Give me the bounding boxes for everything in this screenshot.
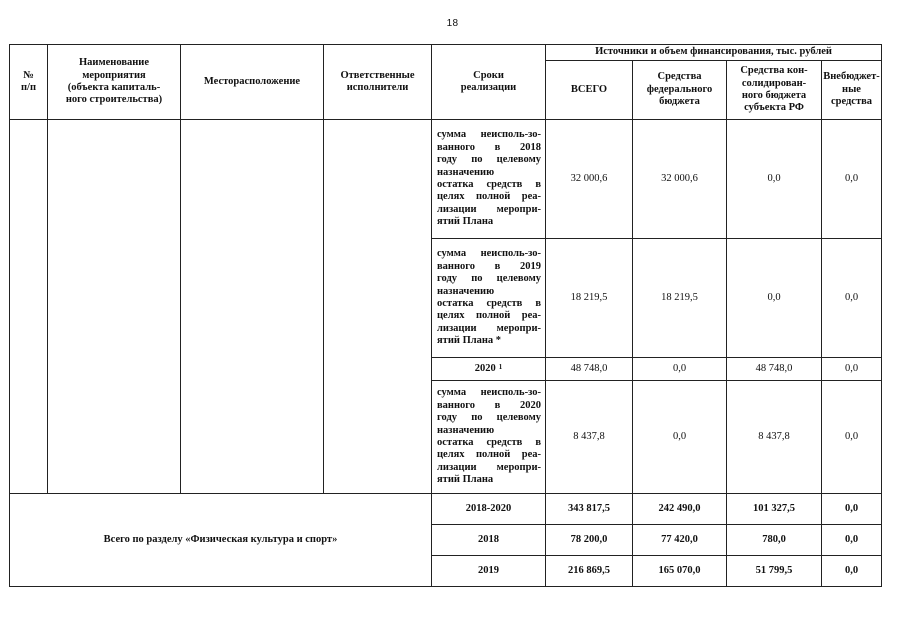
totals-total: 78 200,0 (546, 525, 633, 556)
header-num: № п/п (10, 45, 48, 120)
header-name: Наименование мероприятия (объекта капиталь- ного строительства) (48, 45, 181, 120)
totals-extra: 0,0 (822, 556, 882, 587)
totals-regional: 51 799,5 (727, 556, 822, 587)
header-federal: Средства федерального бюджета (633, 61, 727, 120)
totals-total: 216 869,5 (546, 556, 633, 587)
cell-location (181, 120, 324, 494)
value-extra: 0,0 (822, 120, 882, 239)
value-federal: 18 219,5 (633, 239, 727, 358)
totals-regional: 780,0 (727, 525, 822, 556)
header-terms: Сроки реализации (432, 45, 546, 120)
value-extra: 0,0 (822, 239, 882, 358)
header-total: ВСЕГО (546, 61, 633, 120)
totals-extra: 0,0 (822, 494, 882, 525)
value-regional: 0,0 (727, 120, 822, 239)
value-total: 32 000,6 (546, 120, 633, 239)
footnote-mark: 1 (498, 362, 503, 371)
totals-period: 2019 (432, 556, 546, 587)
header-location: Месторасположение (181, 45, 324, 120)
value-total: 18 219,5 (546, 239, 633, 358)
financing-table (9, 44, 882, 587)
term-cell: сумма неисполь-зо- ванного в 2019 году по целевому назначению остатка средств в целях полной реа- лизации меропри- ятий Плана * (432, 239, 546, 358)
totals-federal: 242 490,0 (633, 494, 727, 525)
value-regional: 8 437,8 (727, 381, 822, 494)
header-executors: Ответственные исполнители (324, 45, 432, 120)
year-cell: 2020 $^1$ (432, 358, 546, 381)
cell-num (10, 120, 48, 494)
page-number: 18 (446, 18, 459, 29)
header-regional: Средства кон- солидирован- ного бюджета субъекта РФ (727, 61, 822, 120)
value-regional: 48 748,0 (727, 358, 822, 381)
term-cell: сумма неисполь-зо- ванного в 2020 году по целевому назначению остатка средств в целях полной реа- лизации меропри- ятий Плана (432, 381, 546, 494)
header-sources: Источники и объем финансирования, тыс. рублей (546, 45, 882, 61)
totals-federal: 77 420,0 (633, 525, 727, 556)
value-federal: 32 000,6 (633, 120, 727, 239)
totals-federal: 165 070,0 (633, 556, 727, 587)
totals-row (10, 494, 882, 525)
value-extra: 0,0 (822, 358, 882, 381)
value-regional: 0,0 (727, 239, 822, 358)
value-federal: 0,0 (633, 381, 727, 494)
totals-extra: 0,0 (822, 525, 882, 556)
totals-total: 343 817,5 (546, 494, 633, 525)
value-total: 48 748,0 (546, 358, 633, 381)
totals-period: 2018-2020 (432, 494, 546, 525)
totals-label: Всего по разделу «Физическая культура и спорт» (10, 494, 432, 587)
value-extra: 0,0 (822, 381, 882, 494)
term-cell: сумма неисполь-зо- ванного в 2018 году по целевому назначению остатка средств в целях полной реа- лизации меропри- ятий Плана (432, 120, 546, 239)
table-row (10, 120, 882, 239)
value-total: 8 437,8 (546, 381, 633, 494)
totals-regional: 101 327,5 (727, 494, 822, 525)
value-federal: 0,0 (633, 358, 727, 381)
cell-name (48, 120, 181, 494)
totals-period: 2018 (432, 525, 546, 556)
header-extra: Внебюджет- ные средства (822, 61, 882, 120)
cell-executors (324, 120, 432, 494)
